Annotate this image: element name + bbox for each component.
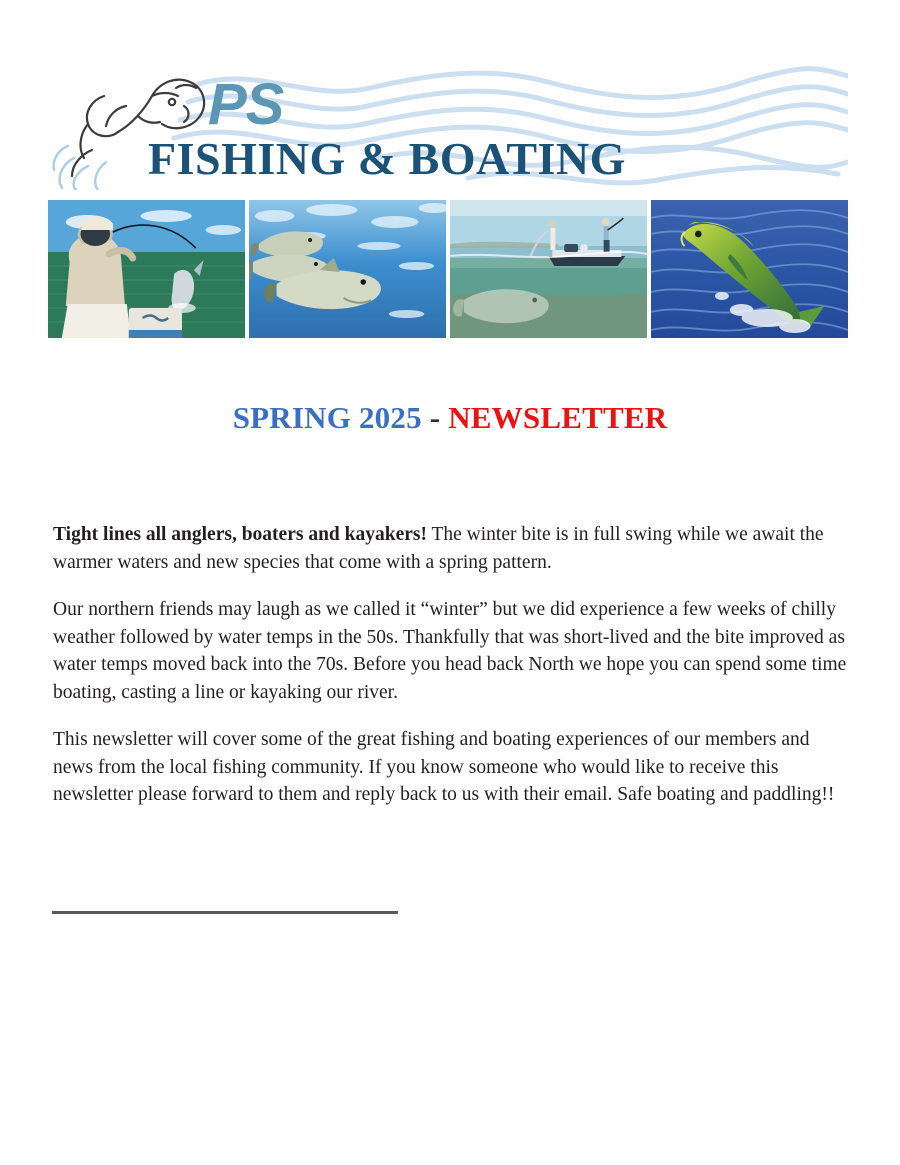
- banner-photo-school-of-fish: [249, 200, 446, 338]
- title-separator: -: [429, 400, 441, 435]
- newsletter-body: [53, 521, 848, 809]
- banner-photo-flats-skiff: [450, 200, 647, 338]
- title-kind: NEWSLETTER: [448, 400, 668, 435]
- body-lead-in: Tight lines all anglers, boaters and kayakers!: [53, 524, 427, 545]
- body-paragraph-1: [53, 521, 848, 576]
- logo-wordmark: FISHING & BOATING: [148, 133, 626, 184]
- body-paragraph-2: Our northern friends may laugh as we called it “winter” but we did experience a few weeks of chilly weather followed by water temps in the 50s. Thankfully that was short-lived and the bite improved as water temps moved back into the 70s. Before you head back North we hope you can spend some time boating, casting a line or kayaking our river.: [53, 599, 847, 703]
- photo-banner: [48, 200, 848, 338]
- brand-logo-artwork: [48, 62, 848, 190]
- banner-photo-leaping-mahi: [651, 200, 848, 338]
- brand-logo: [48, 62, 848, 190]
- page-title: [0, 400, 900, 436]
- banner-photo-angler-tarpon: [48, 200, 245, 338]
- logo-initials: PS: [208, 72, 284, 137]
- title-season: SPRING 2025: [232, 400, 422, 435]
- section-divider: [52, 911, 398, 914]
- body-paragraph-3: This newsletter will cover some of the great fishing and boating experiences of our members and news from the local fishing community. If you know someone who would like to receive this newsletter please forward to them and reply back to us with their email. Safe boating and paddling!!: [53, 729, 835, 805]
- water-splash-icon: [54, 146, 106, 190]
- body-paragraph-1-rest: The winter bite is in full swing while we await the warmer waters and new species that come with a spring pattern.: [53, 524, 824, 573]
